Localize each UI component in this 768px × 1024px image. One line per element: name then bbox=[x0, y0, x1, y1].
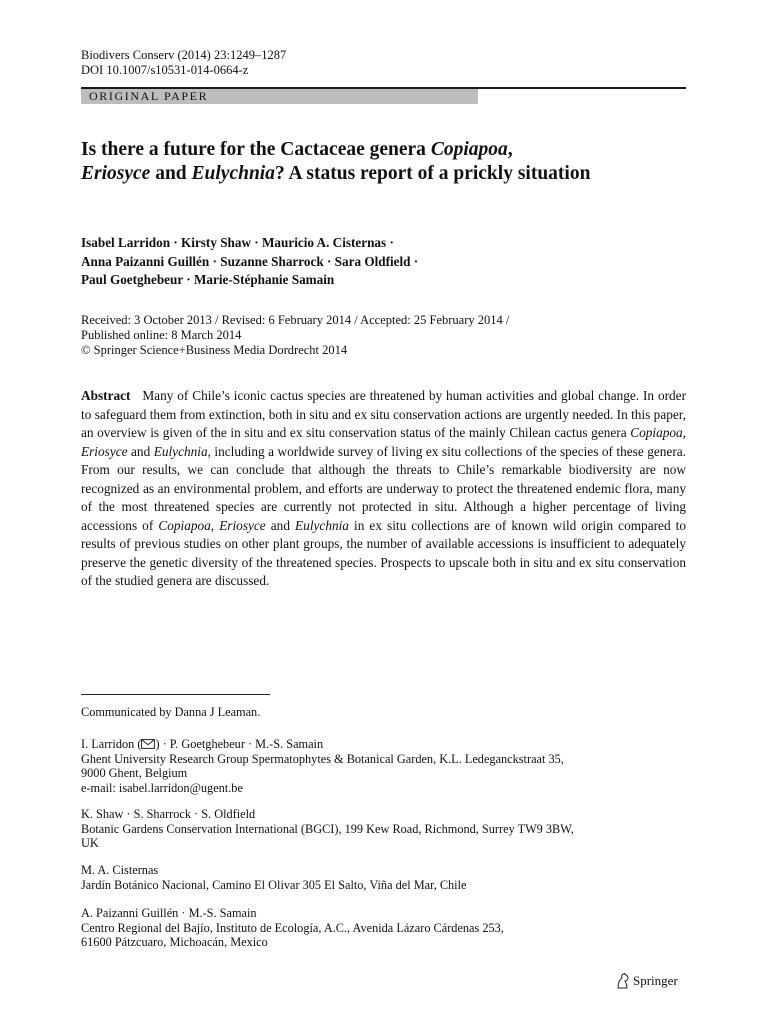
affiliation-address: UK bbox=[81, 836, 99, 850]
springer-horse-icon bbox=[615, 973, 630, 989]
communicated-by: Communicated by Danna J Leaman. bbox=[81, 705, 261, 719]
genus-name: Copiapoa bbox=[430, 139, 508, 160]
journal-citation: Biodivers Conserv (2014) 23:1249–1287 bbox=[81, 48, 287, 62]
publication-dates bbox=[81, 313, 691, 358]
publisher-logo bbox=[615, 973, 678, 989]
publisher-name: Springer bbox=[633, 973, 678, 988]
affiliation-bgci bbox=[81, 807, 691, 851]
paper-title: Is there a future for the Cactaceae genera Copiapoa, Eriosyce and Eulychnia? A status report of a prickly situation bbox=[81, 139, 591, 184]
affiliation-names: A. Paizanni Guillén · M.-S. Samain bbox=[81, 906, 257, 920]
journal-info bbox=[81, 48, 286, 78]
section-tag: ORIGINAL PAPER bbox=[89, 89, 209, 103]
genus-name: Eriosyce bbox=[81, 162, 151, 184]
affiliation-names: M. A. Cisternas bbox=[81, 863, 159, 877]
affiliation-chile bbox=[81, 863, 691, 892]
received-revised-accepted: Received: 3 October 2013 / Revised: 6 February 2014 / Accepted: 25 February 2014 / bbox=[81, 313, 510, 327]
affiliation-address: Ghent University Research Group Spermatophytes & Botanical Garden, K.L. Ledeganckstraat 35, bbox=[81, 751, 564, 766]
author-line: Isabel Larridon · Kirsty Shaw · Mauricio A. Cisternas · bbox=[81, 235, 394, 250]
affiliation-names: K. Shaw · S. Sharrock · S. Oldfield bbox=[81, 807, 256, 821]
author-email[interactable]: e-mail: isabel.larridon@ugent.be bbox=[81, 780, 243, 795]
affiliation-address: 9000 Ghent, Belgium bbox=[81, 766, 188, 780]
affiliation-ghent bbox=[81, 737, 691, 795]
affiliation-address: 61600 Pátzcuaro, Michoacán, Mexico bbox=[81, 935, 268, 949]
affiliation-address: Centro Regional del Bajío, Instituto de Ecología, A.C., Avenida Lázaro Cárdenas 253, bbox=[81, 920, 504, 935]
published-online: Published online: 8 March 2014 bbox=[81, 328, 242, 342]
author-line: Paul Goetghebeur · Marie-Stéphanie Samain bbox=[81, 272, 335, 287]
affiliation-address: Jardín Botánico Nacional, Camino El Olivar 305 El Salto, Viña del Mar, Chile bbox=[81, 877, 467, 892]
abstract-heading: Abstract bbox=[81, 388, 131, 403]
author-list bbox=[81, 234, 681, 290]
affiliation-mexico bbox=[81, 906, 691, 950]
affiliation-address: Botanic Gardens Conservation International (BGCI), 199 Kew Road, Richmond, Surrey TW9 3BW, bbox=[81, 821, 574, 836]
doi: DOI 10.1007/s10531-014-0664-z bbox=[81, 63, 249, 77]
footnote-rule bbox=[81, 694, 270, 695]
abstract: Abstract Many of Chile’s iconic cactus species are threatened by human activities and global change. In order to safeguard them from extinction, both in situ and ex situ conservation actions are urgently needed. In this paper, an overview is given of the in situ and ex situ conservation status of the mainly Chilean cactus genera Copiapoa, Eriosyce and Eulychnia, including a worldwide survey of living ex situ collections of the species of these genera. From our results, we can conclude that although the threats to Chile’s remarkable biodiversity are now recognized as an environmental problem, and efforts are underway to protect the threatened endemic flora, many of the most threatened species are currently not protected in situ. Although a higher percentage of living accessions of Copiapoa, Eriosyce and Eulychnia in ex situ collections are of known wild origin compared to results of previous studies on other plant groups, the number of available accessions is insufficient to adequately preserve the genetic diversity of the threatened species. Prospects to upscale both in situ and ex situ conservation of the studied genera are discussed. bbox=[81, 388, 686, 588]
genus-name: Eulychnia bbox=[191, 162, 275, 184]
affiliation-names: I. Larridon ( ) · P. Goetghebeur · M.-S. Samain bbox=[81, 737, 324, 751]
author-line: Anna Paizanni Guillén · Suzanne Sharrock · Sara Oldfield · bbox=[81, 253, 419, 269]
envelope-icon bbox=[141, 739, 155, 749]
copyright: © Springer Science+Business Media Dordrecht 2014 bbox=[81, 343, 348, 357]
section-tag-row bbox=[81, 87, 686, 104]
